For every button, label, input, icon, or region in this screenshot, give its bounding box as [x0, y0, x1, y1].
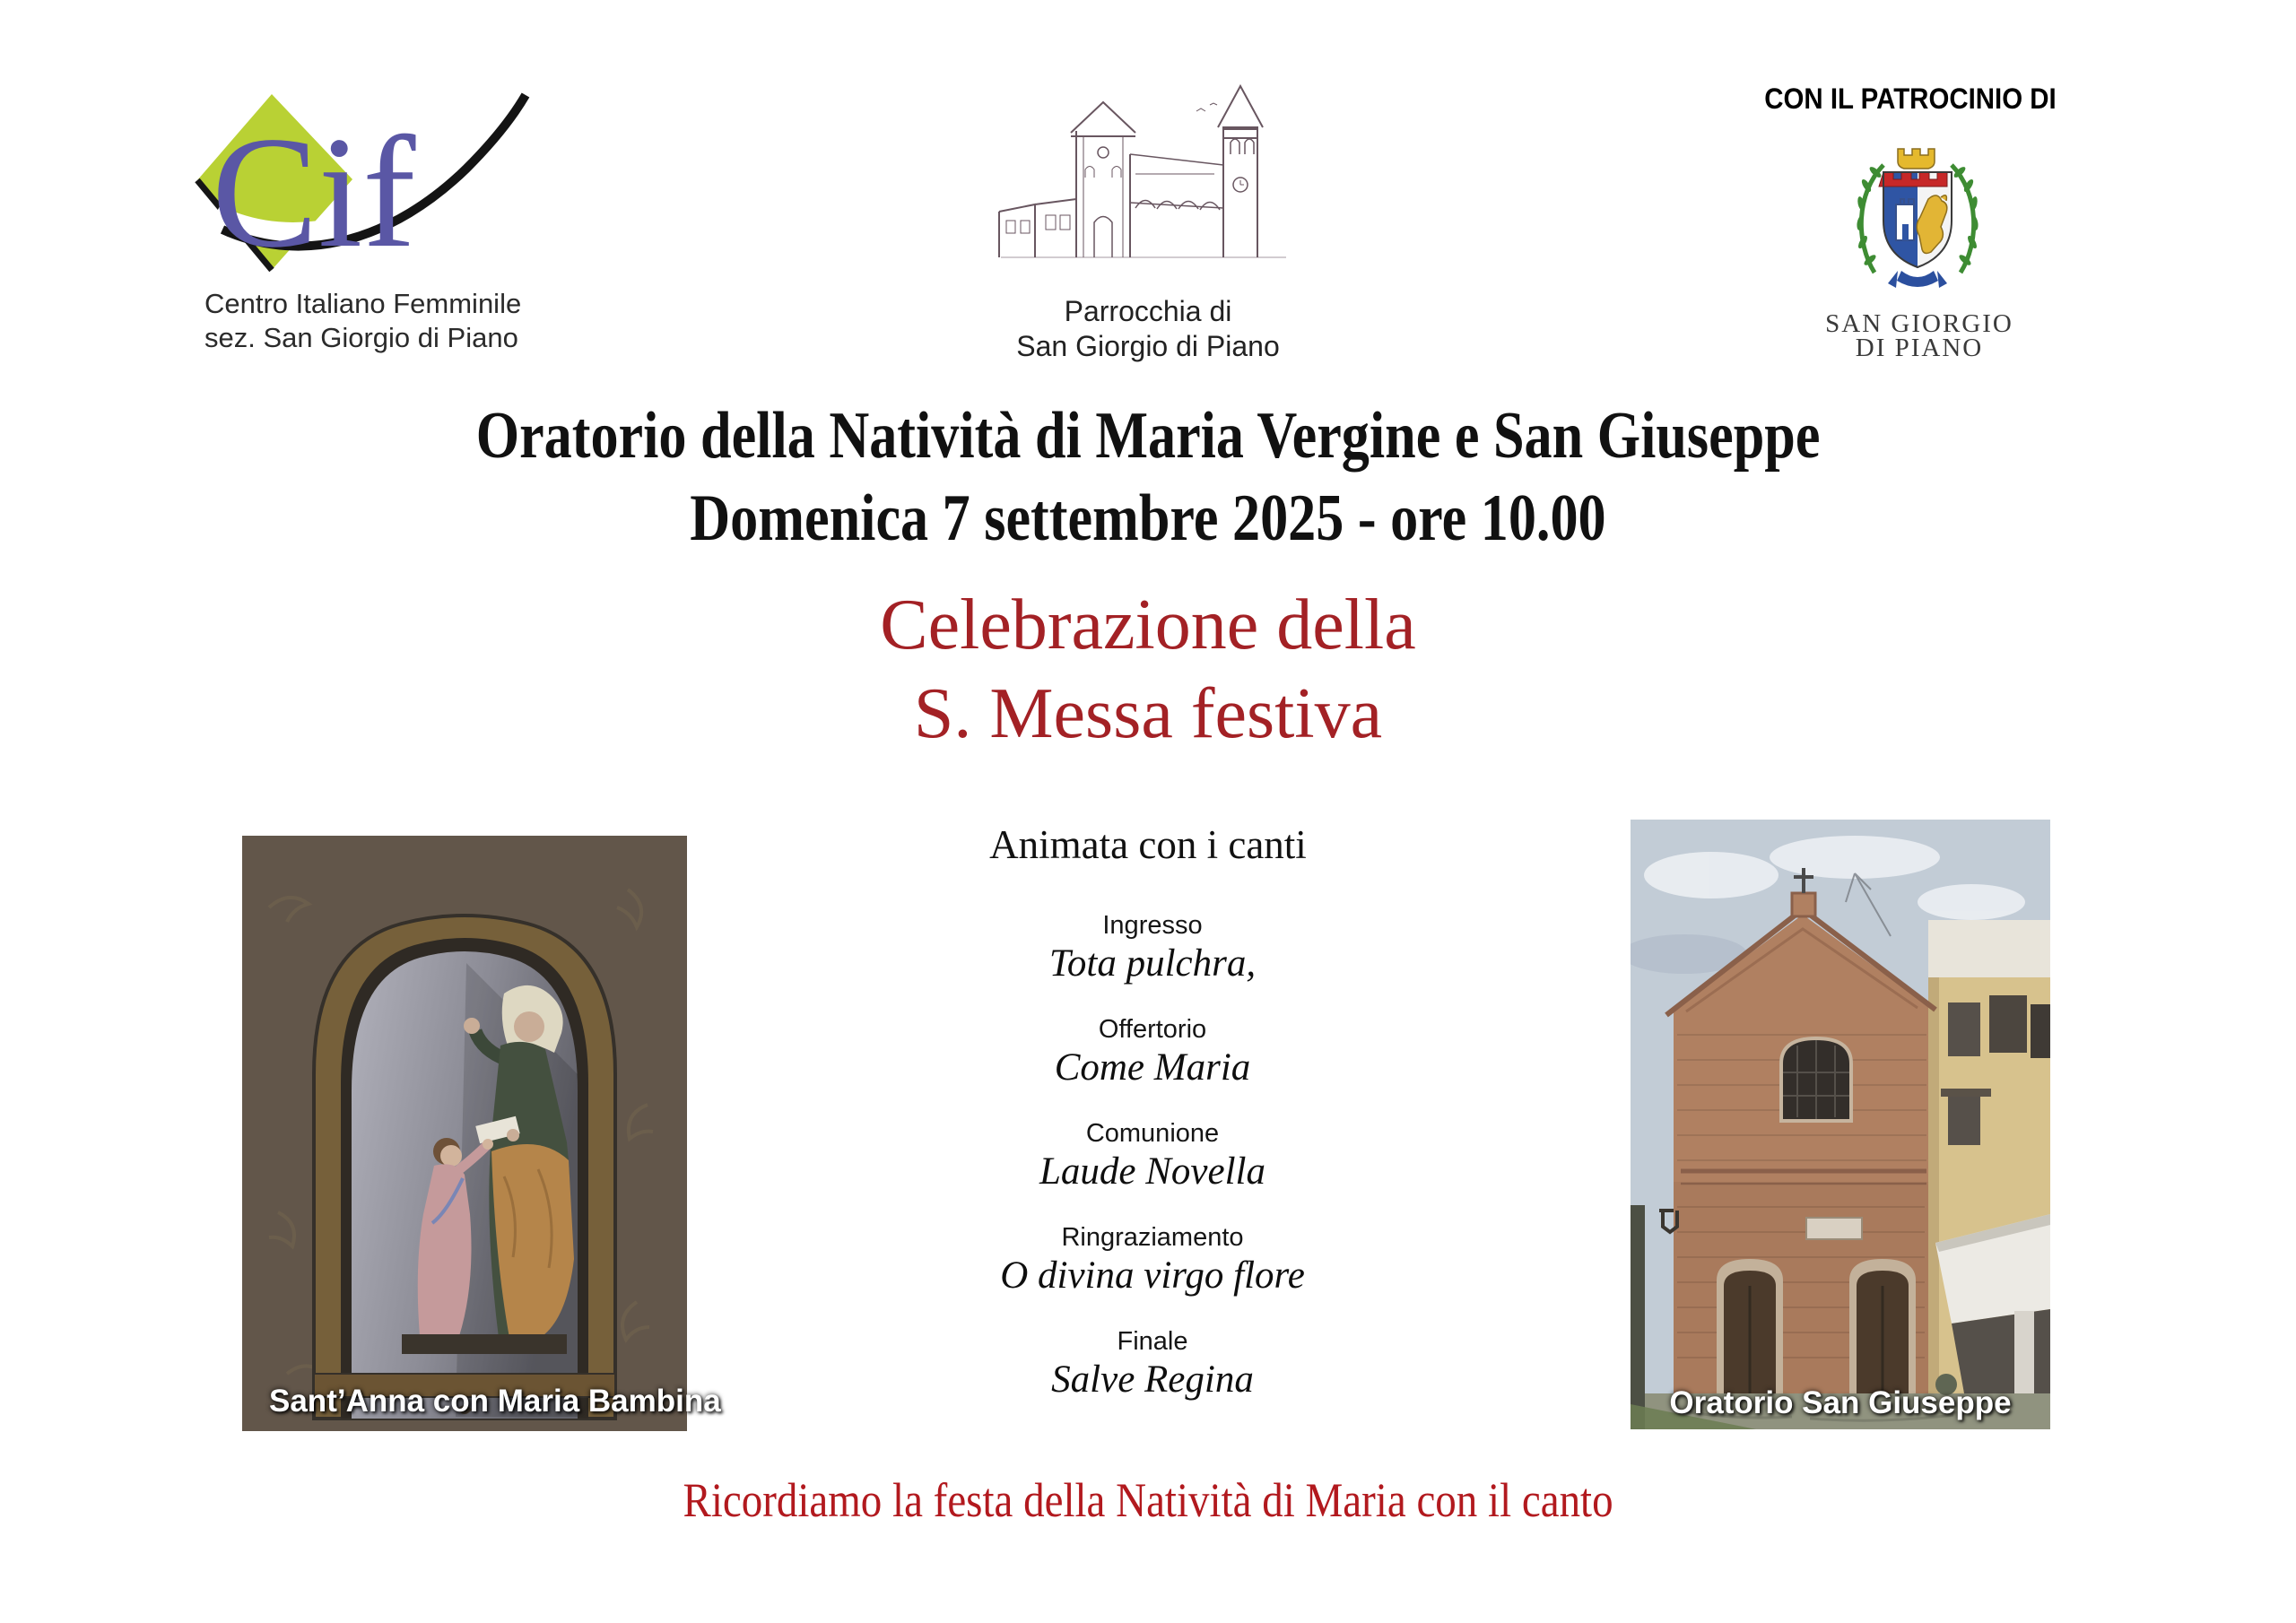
cif-wordmark-C: Cif — [212, 103, 416, 281]
right-door — [1849, 1259, 1916, 1393]
cif-caption-line1: Centro Italiano Femminile — [204, 288, 522, 319]
program-item-label: Ringraziamento — [1061, 1223, 1244, 1252]
program-intro: Animata con i canti — [989, 822, 1307, 867]
cif-logo-graphic — [197, 86, 526, 281]
church-sketch-lines — [999, 86, 1286, 257]
celebration-line1: Celebrazione della — [880, 586, 1416, 664]
municipality-line2: DI PIANO — [1855, 334, 1984, 362]
parish-caption-line2: San Giorgio di Piano — [1016, 330, 1280, 362]
cif-caption — [204, 287, 581, 355]
event-title-line1: Oratorio della Natività di Maria Vergine e San Giuseppe — [475, 399, 1821, 473]
program-item — [789, 1117, 1516, 1194]
patronage-label: CON IL PATROCINIO DI — [1764, 82, 2057, 115]
parish-caption — [969, 294, 1327, 364]
program-item-song: O divina virgo flore — [1000, 1254, 1305, 1297]
celebration-line2: S. Messa festiva — [913, 674, 1383, 753]
program-item-song: Tota pulchra, — [1048, 942, 1257, 985]
program-item — [789, 1221, 1516, 1298]
song-program — [789, 909, 1516, 1429]
photo-caption-right: Oratorio San Giuseppe — [1669, 1385, 2012, 1420]
parish-caption-line1: Parrocchia di — [1064, 295, 1232, 327]
program-item-song: Come Maria — [1054, 1046, 1251, 1089]
program-item — [789, 909, 1516, 986]
municipality-line1: SAN GIORGIO — [1825, 309, 2013, 338]
left-door — [1717, 1259, 1783, 1393]
program-item-label: Ingresso — [1102, 911, 1203, 940]
cif-logo — [188, 79, 538, 287]
cif-caption-line2: sez. San Giorgio di Piano — [204, 322, 518, 353]
program-item-label: Finale — [1117, 1327, 1188, 1356]
footer-reminder: Ricordiamo la festa della Natività di Maria con il canto — [683, 1473, 1613, 1527]
program-item-song: Salve Regina — [1051, 1358, 1254, 1401]
municipality-name — [1803, 309, 2036, 362]
statue-photo — [242, 836, 721, 1431]
statue-photo-scene — [242, 836, 721, 1431]
program-item — [789, 1013, 1516, 1090]
church-photo-scene — [1631, 820, 2050, 1429]
program-item-label: Comunione — [1085, 1119, 1220, 1148]
church-photo — [1631, 820, 2050, 1429]
program-item — [789, 1325, 1516, 1402]
mural-crown — [1898, 149, 1935, 169]
program-item-label: Offertorio — [1098, 1015, 1207, 1044]
event-title-line2: Domenica 7 settembre 2025 - ore 10.00 — [690, 482, 1606, 555]
celebration-heading — [0, 581, 2296, 759]
photo-caption-left: Sant’Anna con Maria Bambina — [269, 1384, 721, 1419]
neighbour-building — [1928, 920, 2050, 1393]
shield — [1879, 172, 1952, 267]
program-item-song: Laude Novella — [1039, 1150, 1265, 1193]
parish-church-sketch — [994, 74, 1295, 282]
municipal-coat-of-arms — [1848, 135, 1987, 296]
ribbon — [1888, 271, 1947, 288]
